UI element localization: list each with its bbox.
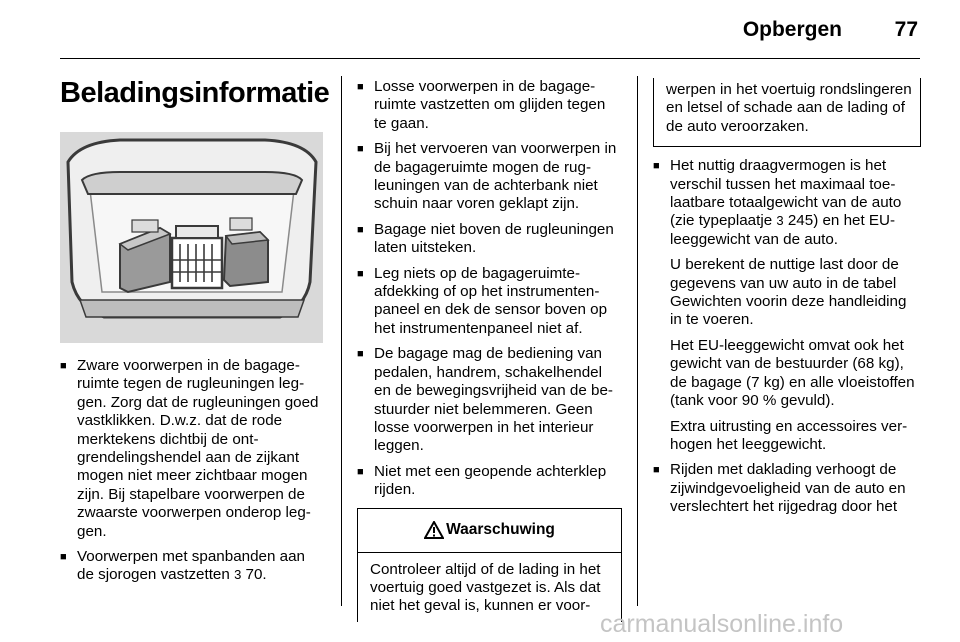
list-item: ■ Leg niets op de bagageruimteafdekking of op het instrumentenpaneel en dek de sensor boven op het instrumentenpaneel niet af. <box>357 265 622 339</box>
trunk-illustration <box>60 132 323 343</box>
page-number: 77 <box>894 18 918 41</box>
section-title: Opbergen <box>742 18 842 41</box>
warning-heading-text: Waarschuwing <box>446 520 555 538</box>
list-item-text: Het nuttig draagvermogen is het verschil tussen het maximaal toelaatbare totaalgewicht van de auto (zie typeplaatje <box>670 157 902 230</box>
column-divider-1 <box>341 76 342 606</box>
list-item <box>653 157 921 249</box>
header-rule <box>60 58 920 59</box>
warning-box <box>357 508 622 622</box>
warning-continuation: werpen in het voertuig rondslingeren en letsel of schade aan de lading of de auto veroorzaken. <box>653 78 921 147</box>
list-item: ■ Bagage niet boven de rugleuningen laten uitsteken. <box>357 221 622 258</box>
column-1 <box>60 72 330 592</box>
watermark: carmanualsonline.info <box>600 610 844 638</box>
column-3 <box>653 78 921 524</box>
trunk-with-boxes-illustration <box>60 132 323 343</box>
page-title: Beladingsinformatie <box>60 77 330 109</box>
loading-list-4 <box>653 461 921 516</box>
loading-list-1 <box>60 357 325 585</box>
warning-heading <box>358 509 621 553</box>
cross-reference-icon: 3 <box>234 567 242 583</box>
list-item-text: Voorwerpen met spanbanden aan de sjorogen vastzetten <box>77 548 305 584</box>
column-divider-2 <box>637 76 638 606</box>
list-item-ref: 245) en het EU-leeggewicht van de auto. <box>670 212 896 248</box>
list-item: ■ Bij het vervoeren van voorwerpen in de bagageruimte mogen de rugleuningen van de achterbank niet schuin naar voren geklapt zijn. <box>357 140 622 214</box>
page-header <box>0 0 960 60</box>
loading-list-2 <box>357 78 622 500</box>
list-item: ■ De bagage mag de bediening van pedalen, handrem, schakelhendel en de bewegingsvrijheid van de bestuurder niet belemmeren. Geen losse voorwerpen in het interieur leggen. <box>357 345 622 455</box>
list-item: ■ Rijden met daklading verhoogt de zijwindgevoeligheid van de auto en verslechtert het rijgedrag door het <box>653 461 921 516</box>
list-item-ref: 70. <box>245 566 267 584</box>
warning-body: Controleer altijd of de lading in het voertuig goed vastgezet is. Als dat niet het geval is, kunnen er voor- <box>370 560 601 615</box>
list-item: ■ Zware voorwerpen in de bagageruimte tegen de rugleuningen leggen. Zorg dat de rugleuningen goed vastklikken. D.w.z. dat de rode merktekens dichtbij de ontgrendelingshendel aan de zijkant mogen niet meer zichtbaar mogen zijn. Bij stapelbare voorwerpen de zwaarste voorwerpen onderop leggen. <box>60 357 325 541</box>
paragraph: Het EU-leeggewicht omvat ook het gewicht van de bestuurder (68 kg), de bagage (7 kg) en alle vloeistoffen (tank voor 90 % gevuld). <box>670 336 915 410</box>
warning-triangle-icon <box>424 521 444 539</box>
list-item: ■ Losse voorwerpen in de bagageruimte vastzetten om glijden tegen te gaan. <box>357 78 622 133</box>
loading-list-3 <box>653 157 921 249</box>
cross-reference-icon: 3 <box>776 213 784 229</box>
paragraph: U berekent de nuttige last door de gegevens van uw auto in de tabel Gewichten voorin deze handleiding in te voeren. <box>670 256 907 329</box>
list-item: ■ Niet met een geopende achterklep rijden. <box>357 463 622 500</box>
column-2 <box>357 78 622 622</box>
paragraph: Extra uitrusting en accessoires verhogen het leeggewicht. <box>670 417 908 453</box>
list-item <box>60 548 325 585</box>
